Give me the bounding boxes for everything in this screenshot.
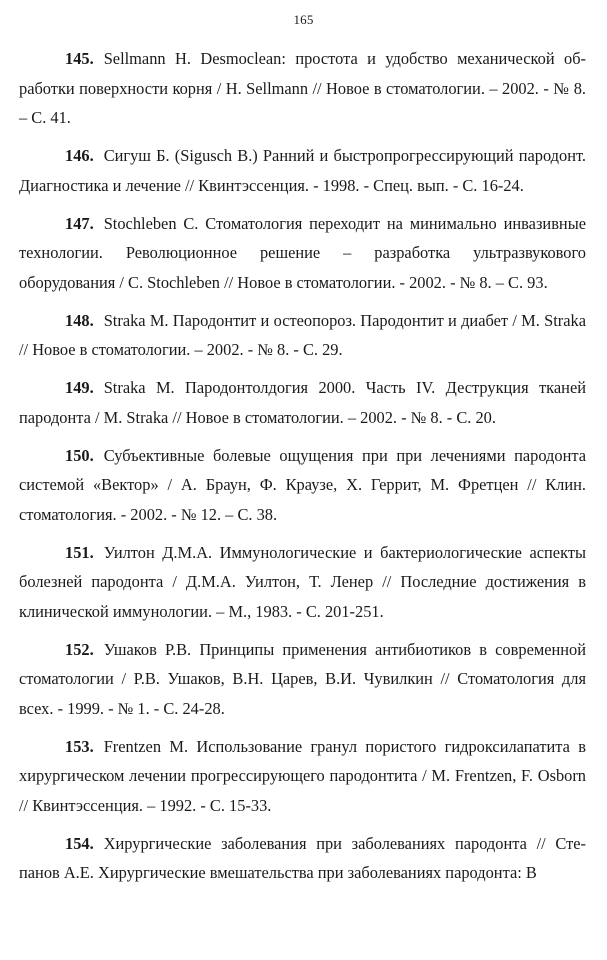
entry-text: Stochleben C. Стоматология переходит на минимально инвазивные технологии. Революционное решение – разработка ультразвукового оборудования / C. Stochleben // Новое в стоматологии. - 2002. - № 8. – С. 93. [19,213,586,292]
entry-number: 152. [65,639,94,659]
entry-text: Straka M. Пародонтолдогия 2000. Часть IV. Деструкция тканей пародонта / M. Straka // Новое в стоматологии. – 2002. - № 8. - С. 20. [19,378,586,427]
entry-number: 147. [65,213,94,233]
entry-text: Frentzen M. Использование гранул пористого гидроксилапатита в хирургическом лечении прогрессирующего пародонтита / M. Frentzen, F. Osborn // Квинтэссенция. – 1992. - С. 15-33. [19,736,586,815]
bibliography-entry [19,635,586,724]
entry-number: 146. [65,146,94,165]
bibliography-entry [19,44,586,133]
entry-number: 154. [65,833,94,853]
bibliography-entry [19,538,586,627]
entry-text: Ушаков Р.В. Принципы применения антибиотиков в современной стоматологии / Р.В. Ушаков, В.Н. Царев, В.И. Чувилкин // Стоматология для всех. - 1999. - № 1. - С. 24-28. [19,639,586,718]
bibliography-entry [19,209,586,298]
page-number: 165 [293,12,314,27]
entry-number: 150. [65,445,94,465]
entry-number: 149. [65,378,94,397]
entry-number: 153. [65,736,94,756]
bibliography-entry [19,441,586,530]
bibliography-entry [19,141,586,200]
entry-text: Straka M. Пародонтит и остеопороз. Пародонтит и диабет / M. Straka // Новое в стоматологии. – 2002. - № 8. - С. 29. [19,310,586,359]
entry-text: Sellmann H. Desmoclean: простота и удобство механической об-работки поверхности корня / H. Sellmann // Новое в стоматологии. – 2002. - № 8. – С. 41. [19,49,586,127]
bibliography-entry [19,732,586,821]
bibliography-list [19,44,586,896]
entry-text: Хирургические заболевания при заболеваниях пародонта // Сте-панов А.Е. Хирургические вмешательства при заболеваниях пародонта: В [19,833,586,882]
bibliography-entry [19,306,586,365]
bibliography-entry [19,373,586,432]
entry-text: Субъективные болевые ощущения при при лечениями пародонта системой «Вектор» / А. Браун, Ф. Краузе, Х. Геррит, М. Фретцен // Клин. стоматология. - 2002. - № 12. – С. 38. [19,445,586,524]
entry-number: 145. [65,49,94,68]
bibliography-entry [19,829,586,888]
entry-number: 148. [65,310,94,330]
entry-text: Уилтон Д.М.А. Иммунологические и бактериологические аспекты болезней пародонта / Д.М.А. Уилтон, Т. Ленер // Последние достижения в клинической иммунологии. – М., 1983. - С. 201-251. [19,542,586,621]
entry-number: 151. [65,542,94,562]
entry-text: Сигуш Б. (Sigusch B.) Ранний и быстропрогрессирующий пародонт. Диагностика и лечение // Квинтэссенция. - 1998. - Спец. вып. - С. 16-24. [19,146,586,195]
